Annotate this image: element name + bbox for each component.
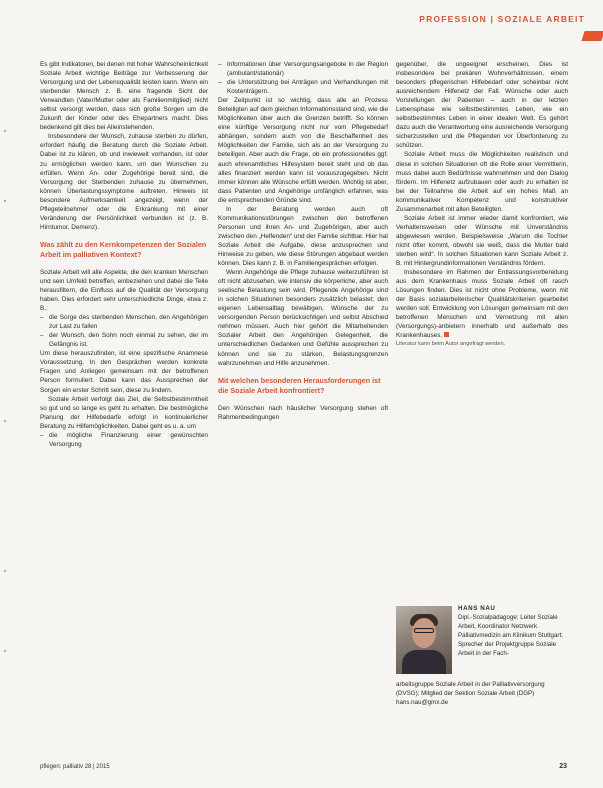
margin-mark: [4, 650, 6, 652]
paragraph: Soziale Arbeit ist immer wieder damit konfrontiert, wie Verhaltensweisen oder Wünsche mit Unverständnis abgewiesen werden. Beispielsweise „Warum die Tochter nicht öfter kommt, obwohl sie weiß, dass die Mutter bald sterben wird“. In solchen Situationen kann Soziale Arbeit z. B. mit Hintergrundinformationen Verständnis fördern.: [396, 214, 568, 268]
running-head: PROFESSION | SOZIALE ARBEIT: [419, 14, 585, 24]
page-number: 23: [559, 763, 567, 770]
paragraph: Der Zeitpunkt ist so wichtig, dass alle an Prozess Beteiligten auf dem gleichen Informationsstand sind, wie die Möglichkeiten über auch die Grenzen betrifft. So können eine künftige Versorgung nicht nur vom Pflegebedarf abhängen, sondern auch von die Beschaffenheit des Möglichkeiten der Familie, sich als an der Versorgung zu beteiligen. Aber auch die Frage, ob ein professionelles ggf. auch ehrenamtliches Hilfesystem bereit steht und ob das alles finanziert werden kann ist vorauszugegeben. Nicht immer können alle Wünsche erfüllt werden. Wichtig ist aber, dass Patienten und Angehörige umfänglich erfahren, was die entsprechenden Gründe sind.: [218, 97, 388, 204]
author-photo: [396, 606, 452, 674]
literature-note: Literatur kann beim Autor angefragt werden.: [396, 341, 506, 348]
paragraph: Soziale Arbeit will alle Aspekte, die den kranken Menschen und sein Umfeld betreffen, einbeziehen und dabei die Teile herausfiltern, die Einfluss auf die Qualität der Versorgung haben. Dies erfordert sehr unterschiedliche Dinge, etwa z. B.:: [40, 268, 208, 313]
margin-mark: [4, 130, 6, 132]
list-item: – die Sorge des sterbenden Menschen, den Angehörigen zur Last zu fallen: [40, 313, 208, 331]
section-heading: Was zählt zu den Kernkompetenzen der Sozialen Arbeit im palliativen Kontext?: [40, 239, 207, 259]
margin-mark: [4, 200, 6, 202]
end-mark-icon: [444, 332, 449, 337]
paragraph: Wenn Angehörige die Pflege zuhause weiterzuführen ist oft nicht abzusehen, wie intensiv die körperliche, aber auch seelische Belastung sein wird. Pflegende Angehörige sind in solchen Situationen besonders zusätzlich belastet: den eigenen Lebensalltag bewältigen, Wünsche der zu versorgenden Person berücksichtigen und selbst Abschied nehmen müssen. Auch hier gehört die Mitarbeitenden Sozialer Arbeit den Angehörigen Gelegenheit, die unterschiedlichen Gedanken und Gefühle aussprechen zu können und sie zu stärken, Belastungsgrenzen wahrzunehmen und Hilfe anzunehmen.: [218, 269, 388, 367]
bullet-list: [218, 60, 388, 96]
paragraph: Den Wünschen nach häuslicher Versorgung stehen oft Rahmenbedingungen: [218, 404, 388, 421]
paragraph: Soziale Arbeit muss die Möglichkeiten realistisch und diese in solchen Situationen oft die Rolle einer Vermittlerin, muss dabei auch Bedürfnisse wahrnehmen und den Dialog fördern. Im Hilfenetz aufzubauen oder auch zu erhalten ist bei der Teilnahme die Arbeit auf ein hohes Maß an kommunikativer Kompetenz und konstruktiver Zusammenarbeit mit allen Beteiligten.: [396, 151, 568, 213]
bullet-list: [40, 313, 208, 349]
margin-mark: [4, 570, 6, 572]
paragraph: Es gibt Indikatoren, bei denen mit hoher Wahrscheinlichkeit Soziale Arbeit wichtige Beiträge zur Verbesserung der Versorgung und der Lebensqualität leisten kann. Wenn ein sterbender Mensch z. B. eine fragende Sicht der Verwandten (Vater/Mutter oder als Familienmitglied) nicht selbst versorgt werden, dass sich große Sorgen um die Zukunft der Kinder oder des Ehepartners macht. Dies bedenkend gilt dies bei Alleinstehenden.: [40, 61, 208, 132]
paragraph-text: Insbesondere im Rahmen der Entlassungsvorbereitung aus dem Krankenhaus muss Soziale Arbeit oft rasch Lösungen finden. Dies ist nicht ohne Probleme, wenn mit der Basis sozialarbeiterischer Qualitätskriterien gearbeitet werden soll. Entwicklung von Lösungen gemeinsam mit den betroffenen Menschen und Vernetzung mit allen (Versorgungs)-anbietern innerhalb und außerhalb des Krankenhauses.: [396, 269, 568, 340]
paragraph: gegenüber, die ungeeignet erscheinen. Dies ist insbesondere bei prekären Wohnverhältnissen, einem besonders pflegerischen Hilfebedarf oder scheinbar nicht ausreichendem Hilfenetz der Fall. Wünsche oder auch Vorstellungen der Patienten – auch in der letzten Lebensphase wie selbstbestimmtes Leben, wie ein selbstbestimmtes Leben in einer idealen Welt. Es gehört dazu auch die Verantwortung eine ausreichende Versorgung sicherzustellen und die Pflegenden vor Überforderung zu schützen.: [396, 61, 568, 150]
author-email[interactable]: hans.nau@gmx.de: [396, 699, 449, 706]
section-heading: Mit welchen besonderen Herausforderungen ist die Soziale Arbeit konfrontiert?: [218, 375, 381, 395]
paragraph: Um diese herauszufinden, ist eine spezifische Anamnese Voraussetzung. In den Gesprächen werden konkrete Fragen und Anliegen gemeinsam mit der betroffenen Person formuliert. Dabei kann das Aussprechen der Sorgen ein erster Schritt sein, diese zu lindern.: [40, 350, 208, 394]
journal-footer: pflegen: palliativ 28 | 2015: [40, 764, 110, 770]
column-3: [396, 60, 568, 350]
list-item: – der Wunsch, den Sohn noch einmal zu sehen, der im Gefängnis ist.: [40, 331, 208, 349]
column-2: [218, 60, 388, 422]
paragraph: In der Beratung werden auch oft Kommunikationsstörungen zwischen den betroffenen Personen und ihren An- und Zugehörigen, aber auch zwischen den „Helfenden“ und der Familie sichtbar. Hier hat Soziale Arbeit die Aufgabe, diese anzusprechen und Hinweise zu geben, wie diese Störungen abgebaut werden können. Dies kann z. B. in Familiengesprächen erfolgen.: [218, 205, 388, 268]
list-item: – die mögliche Finanzierung einer gewünschten Versorgung: [40, 431, 208, 449]
author-bio: Dipl.-Sozialpädagoge; Leiter Soziale Arbeit, Koordinator Netzwerk Palliativmedizin am Klinikum Stuttgart; Sprecher der Projektgruppe Soziale Arbeit in der Fach-: [458, 614, 563, 657]
author-bio-line: arbeitsgruppe Soziale Arbeit in der Palliativversorgung (DVSG); Mitglied der Sektion Soziale Arbeit (DGP): [396, 681, 545, 697]
bullet-list: [40, 431, 208, 449]
author-name: HANS NAU: [458, 605, 496, 612]
author-bio-continued: [396, 680, 568, 707]
paragraph: Soziale Arbeit verfolgt das Ziel, die Selbstbestimmtheit so gut und so lange es geht zu erhalten. Die bestmögliche Planung der Hilfebedarfe erfolgt in kontinuierlicher Beratung zu Hilfemöglichkeiten. Dabei geht es u. a. um: [40, 395, 208, 430]
column-1: [40, 60, 208, 449]
accent-tab: [581, 31, 603, 41]
paragraph: Insbesondere der Wunsch, zuhause sterben zu dürfen, erfordert häufig die Beratung durch die Soziale Arbeit. Dabei ist zu klären, ob und inwieweit vorhanden, ist oder zu ermöglichen werden kann, um den Wunschen zu erfüllen. Wenn An- oder Zugehörige bereit sind, die Versorgung der Sterbenden zuhause zu übernehmen, können Überlastungssymptome auftreten. Hinweis ist besondere Aufmerksamkeit angezeigt, wenn der Pflegeteilnehmer oder die Erkrankung mit einer Veränderung der Persönlichkeit verbunden ist (z. B. Hirntumor, Demenz).: [40, 133, 208, 231]
paragraph: [396, 268, 568, 340]
list-item: – die Unterstützung bei Anträgen und Verhandlungen mit Kostenträgern.: [218, 78, 388, 96]
author-info: [458, 604, 568, 658]
list-item: – Informationen über Versorgungsangebote in der Region (ambulant/stationär): [218, 60, 388, 78]
margin-mark: [4, 420, 6, 422]
